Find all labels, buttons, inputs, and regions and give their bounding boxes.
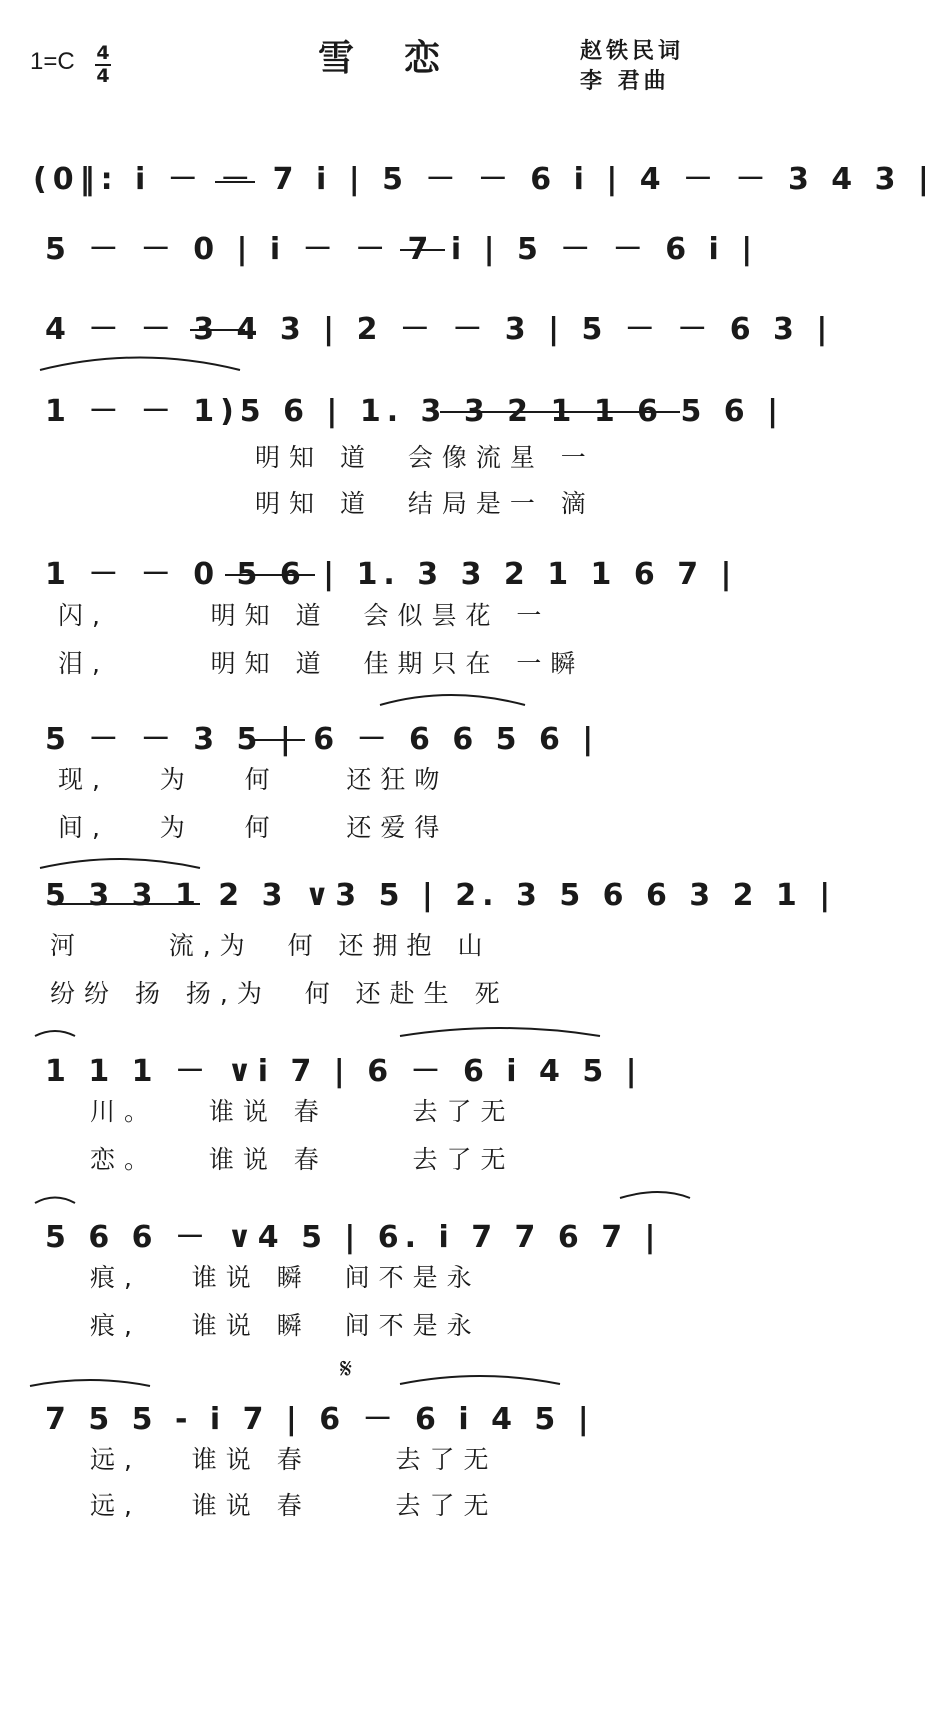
lyric-row-8-verse-1: 川。 谁说 春 去了无 — [90, 1097, 515, 1126]
lyric-row-4-verse-1: 明知 道 会像流星 一 — [255, 443, 595, 472]
slur-row-9-right — [620, 1192, 690, 1198]
time-signature-bottom: 4 — [96, 65, 110, 87]
slur-row-9-left — [35, 1198, 75, 1204]
composer-credit: 李 君曲 — [580, 68, 670, 94]
notation-row-9: 5 6 6 － ∨4 5 | 6. i 7 7 6 7 | — [45, 1220, 662, 1255]
time-signature-top: 4 — [96, 42, 110, 64]
lyric-row-8-verse-2: 恋。 谁说 春 去了无 — [90, 1145, 515, 1174]
notation-row-10: 7 5 5 - i 7 | 6 － 6 i 4 5 | — [45, 1402, 595, 1437]
lyric-row-10-verse-2: 远, 谁说 春 去了无 — [90, 1491, 498, 1520]
notation-row-6: 5 － － 3 5 | 6 － 6 6 5 6 | — [45, 722, 600, 757]
lyric-row-9-verse-1: 痕, 谁说 瞬 间不是永 — [90, 1263, 481, 1292]
song-title: 雪恋 — [318, 37, 491, 79]
lyric-row-6-verse-2: 间, 为 何 还爱得 — [58, 813, 449, 842]
notation-row-8: 1 1 1 － ∨i 7 | 6 － 6 i 4 5 | — [45, 1054, 643, 1089]
slur-row-8-left — [35, 1031, 75, 1036]
notation-row-5: 1 － － 0 5 6 | 1. 3 3 2 1 1 6 7 | — [45, 557, 738, 592]
notation-row-1: (0‖: i － － 7 i | 5 － － 6 i | 4 － － 3 4 3 | — [33, 162, 935, 197]
lyric-row-5-verse-2: 泪, 明知 道 佳期只在 一瞬 — [58, 649, 585, 678]
notation-row-4: 1 － － 1)5 6 | 1. 3 3 2 1 1 6 5 6 | — [45, 394, 785, 429]
lyric-row-5-verse-1: 闪, 明知 道 会似昙花 一 — [58, 601, 551, 630]
lyricist-credit: 赵铁民词 — [580, 38, 685, 64]
lyric-row-6-verse-1: 现, 为 何 还狂吻 — [58, 765, 449, 794]
lyric-row-7-verse-2: 纷纷 扬 扬,为 何 还赴生 死 — [50, 979, 509, 1008]
slur-row-8-right — [400, 1028, 600, 1036]
slur-row-10-right — [400, 1376, 560, 1384]
notation-row-3: 4 － － 3 4 3 | 2 － － 3 | 5 － － 6 3 | — [45, 312, 834, 347]
slur-row-6 — [380, 695, 525, 705]
lyric-row-9-verse-2: 痕, 谁说 瞬 间不是永 — [90, 1311, 481, 1340]
lyric-row-7-verse-1: 河 流,为 何 还拥抱 山 — [50, 931, 492, 960]
notation-row-7: 5 3 3 1 2 3 ∨3 5 | 2. 3 5 6 6 3 2 1 | — [45, 878, 837, 913]
slur-row-10-left — [30, 1380, 150, 1386]
notation-row-2: 5 － － 0 | i － － 7 i | 5 － － 6 i | — [45, 232, 759, 267]
lyric-row-10-verse-1: 远, 谁说 春 去了无 — [90, 1445, 498, 1474]
segno-sign: 𝄋 — [340, 1352, 353, 1385]
slur-row-7 — [40, 859, 200, 868]
lyric-row-4-verse-2: 明知 道 结局是一 滴 — [255, 489, 595, 518]
slur-row-4 — [40, 358, 240, 371]
key-signature: 1=C — [30, 48, 75, 75]
